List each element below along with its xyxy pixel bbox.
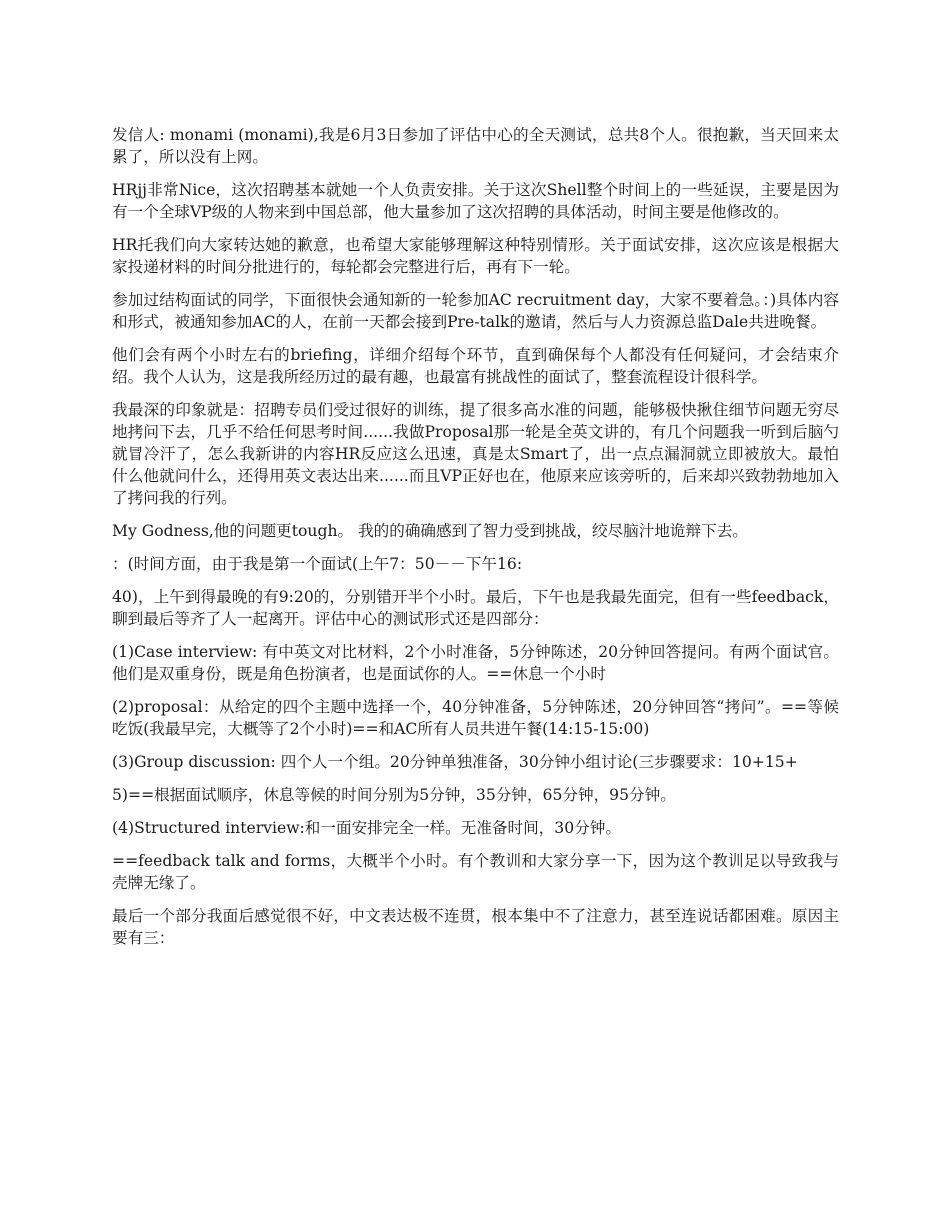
document-body [112, 124, 839, 960]
paragraph-sender-intro: 发信人: monami (monami),我是6月3日参加了评估中心的全天测试，总共8个人。很抱歉，当天回来太累了，所以没有上网。 [112, 126, 839, 166]
paragraph-case-interview: (1)Case interview: 有中英文对比材料，2个小时准备，5分钟陈述，20分钟回答提问。有两个面试官。他们是双重身份，既是角色扮演者，也是面试你的人。==休息一个小时 [112, 643, 839, 683]
paragraph-group-discussion: (3)Group discussion: 四个人一个组。20分钟单独准备，30分钟小组讨论(三步骤要求：10+15+ [112, 753, 798, 771]
paragraph-godness: My Godness,他的问题更tough。 我的的确确感到了智力受到挑战，绞尽脑汁地诡辩下去。 [112, 522, 748, 540]
paragraph-feedback: ==feedback talk and forms，大概半个小时。有个教训和大家分享一下，因为这个教训足以导致我与壳牌无缘了。 [112, 852, 839, 892]
paragraph-impression: 我最深的印象就是：招聘专员们受过很好的训练，提了很多高水准的问题，能够极快揪住细节问题无穷尽地拷问下去，几乎不给任何思考时间......我做Proposal那一轮是全英文讲的，有几个问题我一听到后脑勺就冒冷汗了，怎么我新讲的内容HR反应这么迅速，真是太Smart了，出一点点漏洞就立即被放大。最怕什么他就问什么，还得用英文表达出来......而且VP正好也在，他原来应该旁听的，后来却兴致勃勃地加入了拷问我的行列。 [112, 401, 839, 507]
paragraph-structured-interview: (4)Structured interview:和一面安排完全一样。无准备时间，30分钟。 [112, 819, 621, 837]
paragraph-hr-apology: HR托我们向大家转达她的歉意，也希望大家能够理解这种特别情形。关于面试安排，这次应该是根据大家投递材料的时间分批进行的，每轮都会完整进行后，再有下一轮。 [112, 236, 839, 276]
paragraph-group-timing: 5)==根据面试顺序，休息等候的时间分别为5分钟，35分钟，65分钟，95分钟。 [112, 786, 676, 804]
paragraph-time-start: ：(时间方面，由于我是第一个面试(上午7：50－－下午16: [112, 555, 523, 573]
paragraph-hr-arrangement: HRjj非常Nice，这次招聘基本就她一个人负责安排。关于这次Shell整个时间上的一些延误，主要是因为有一个全球VP级的人物来到中国总部，他大量参加了这次招聘的具体活动，时间主要是他修改的。 [112, 181, 839, 221]
paragraph-ac-notice: 参加过结构面试的同学，下面很快会通知新的一轮参加AC recruitment day，大家不要着急。：)具体内容和形式，被通知参加AC的人，在前一天都会接到Pre-talk的邀请，然后与人力资源总监Dale共进晚餐。 [112, 291, 839, 331]
paragraph-briefing: 他们会有两个小时左右的briefing，详细介绍每个环节，直到确保每个人都没有任何疑问，才会结束介绍。我个人认为，这是我所经历过的最有趣，也最富有挑战性的面试了，整套流程设计很科学。 [112, 346, 839, 386]
paragraph-final-part: 最后一个部分我面后感觉很不好，中文表达极不连贯，根本集中不了注意力，甚至连说话都困难。原因主要有三： [112, 907, 839, 947]
paragraph-proposal: (2)proposal：从给定的四个主题中选择一个，40分钟准备，5分钟陈述，20分钟回答“拷问”。==等候吃饭(我最早完，大概等了2个小时)==和AC所有人员共进午餐(14:15-15:00) [112, 698, 839, 738]
paragraph-time-continued: 40)，上午到得最晚的有9:20的，分别错开半个小时。最后，下午也是我最先面完，但有一些feedback，聊到最后等齐了人一起离开。评估中心的测试形式还是四部分： [112, 588, 839, 628]
